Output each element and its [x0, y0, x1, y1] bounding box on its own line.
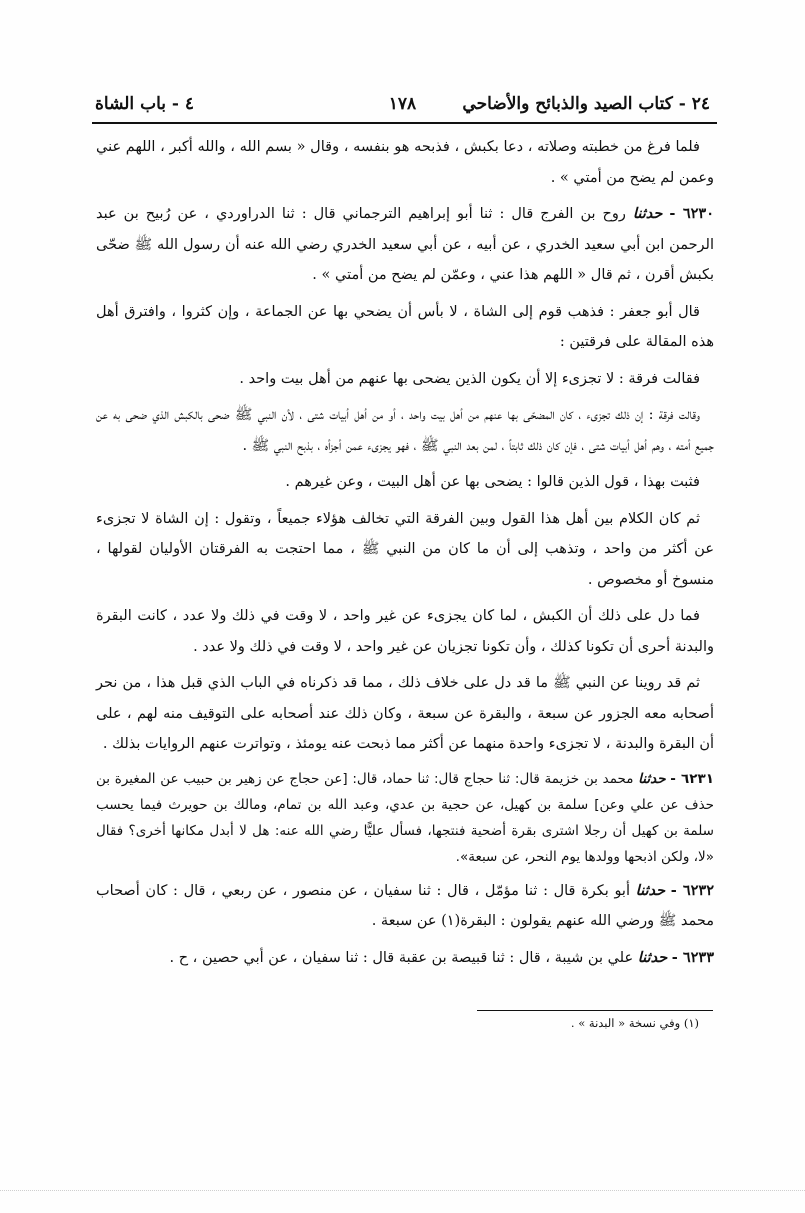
hadith-text: علي بن شيبة ، قال : ثنا قبيصة بن عقبة قال : ثنا سفيان ، عن أبي حصين ، ح .: [169, 949, 638, 966]
commentary-paragraph: [96, 467, 714, 498]
commentary-paragraph: [96, 297, 714, 358]
hadith-6230: [96, 199, 714, 291]
hadith-text: محمد بن خزيمة قال: ثنا حجاج قال: ثنا حماد، قال: [عن حجاج عن زهير بن حبيب عن المغيرة بن حذف عن علي وعن] سلمة بن كهيل، عن حجية بن عدي، وعبد الله بن تمام، ومالك بن حويرث فيما يحسب سلمة بن كهيل أن رجلا اشترى بقرة أضحية فنتجها، فسأل عليًّا رضي الله عنه: هل لا أبدل مكانها أخرى؟ فقال «لا، ولكن اذبحها وولدها يوم النحر، عن سبعة».: [96, 770, 714, 865]
paragraph-text: ثم قد روينا عن النبي ﷺ ما قد دل على خلاف ذلك ، مما قد ذكرناه في الباب الذي قبل هذا ، من نحر أصحابه معه الجزور عن سبعة ، والبقرة عن سبعة ، وكان ذلك عند أصحابه على التوقيف منه لهم ، على أن البقرة والبدنة ، لا تجزىء واحدة منهما عن أكثر مما ذبحت عنه يومئذ ، وتواترت عنهم الروايات بذلك .: [96, 675, 714, 752]
paragraph-text: فقالت فرقة : لا تجزىء إلا أن يكون الذين يضحى بها عنهم من أهل بيت واحد .: [239, 370, 700, 387]
scan-edge-line: [0, 1190, 805, 1191]
commentary-paragraph: [96, 504, 714, 596]
paragraph-continuation: [96, 132, 714, 193]
paragraph-text: وقالت فرقة : إن ذلك تجزىء ، كان المضحّى بها عنهم من أهل بيت واحد ، أو من أهل أبيات شتى ، لأن النبي ﷺ ضحى بالكبش الذي ضحى به عن جميع أمته ، وهم أهل أبيات شتى ، فإن كان ذلك ثابتاً ، لمن بعد النبي ﷺ ، فهو يجزىء عمن أجزأه ، بذبح النبي ﷺ .: [96, 407, 714, 454]
hadith-lead: حدثنا: [635, 881, 666, 899]
hadith-number: ٦٢٣١ -: [670, 770, 714, 787]
hadith-text: أبو بكرة قال : ثنا مؤمّل ، قال : ثنا سفيان ، عن منصور ، عن ربعي ، قال : كان أصحاب محمد ﷺ ورضي الله عنهم يقولون : البقرة(١) عن سبعة .: [96, 882, 714, 929]
hadith-number: ٦٢٣٢ -: [670, 881, 714, 899]
hadith-6233: [96, 943, 714, 974]
chapter-title: ٢٤ - كتاب الصيد والذبائح والأضاحي: [462, 94, 710, 114]
commentary-paragraph: [96, 400, 714, 461]
commentary-paragraph: [96, 668, 714, 760]
hadith-6231: [96, 766, 714, 870]
footnote: (١) وفي نسخة « البدنة » .: [570, 1016, 699, 1030]
commentary-paragraph: [96, 601, 714, 662]
paragraph-text: فثبت بهذا ، قول الذين قالوا : يضحى بها عن أهل البيت ، وعن غيرهم .: [285, 474, 700, 490]
paragraph-text: قال أبو جعفر : فذهب قوم إلى الشاة ، لا بأس أن يضحي بها عن الجماعة ، وإن كثروا ، وافترق أهل هذه المقالة على فرقتين :: [96, 303, 714, 350]
hadith-text: روح بن الفرج قال : ثنا أبو إبراهيم الترجماني قال : ثنا الدراوردي ، عن رُبيح بن عبد الرحمن ابن أبي سعيد الخدري ، عن أبيه ، عن أبي سعيد الخدري رضي الله عنه أن رسول الله ﷺ ضحّى بكبش أقرن ، ثم قال « اللهم هذا عني ، وعمّن لم يضح من أمتي » .: [96, 206, 714, 283]
section-title: ٤ - باب الشاة: [95, 94, 195, 114]
hadith-lead: حدثنا: [638, 770, 666, 787]
hadith-number: ٦٢٣٠ -: [669, 205, 714, 222]
hadith-lead: حدثنا: [637, 948, 668, 966]
paragraph-text: فما دل على ذلك أن الكبش ، لما كان يجزىء عن غير واحد ، لا وقت في ذلك ولا عدد ، كانت البقرة والبدنة أحرى أن تكونا كذلك ، وأن تكونا تجزيان عن غير واحد ، لا وقت في ذلك ولا عدد .: [96, 608, 714, 655]
page-number: ١٧٨: [388, 94, 417, 114]
header-rule: [92, 122, 717, 124]
hadith-6232: [96, 876, 714, 937]
footnote-rule: [477, 1010, 713, 1011]
commentary-paragraph: [96, 364, 714, 395]
paragraph-text: فلما فرغ من خطبته وصلاته ، دعا بكبش ، فذبحه هو بنفسه ، وقال « بسم الله ، والله أكبر ، اللهم عني وعمن لم يضح من أمتي » .: [96, 139, 714, 186]
paragraph-text: ثم كان الكلام بين أهل هذا القول وبين الفرقة التي تخالف هؤلاء جميعاً ، وتقول : إن الشاة لا تجزىء عن أكثر من واحد ، وتذهب إلى أن ما كان من النبي ﷺ ، مما احتجت به الفرقتان الأوليان لقولها ، منسوخ أو مخصوص .: [96, 510, 714, 588]
running-header: [95, 90, 710, 120]
main-text: [96, 132, 714, 979]
hadith-lead: حدثنا: [632, 205, 663, 222]
hadith-number: ٦٢٣٣ -: [671, 948, 714, 966]
